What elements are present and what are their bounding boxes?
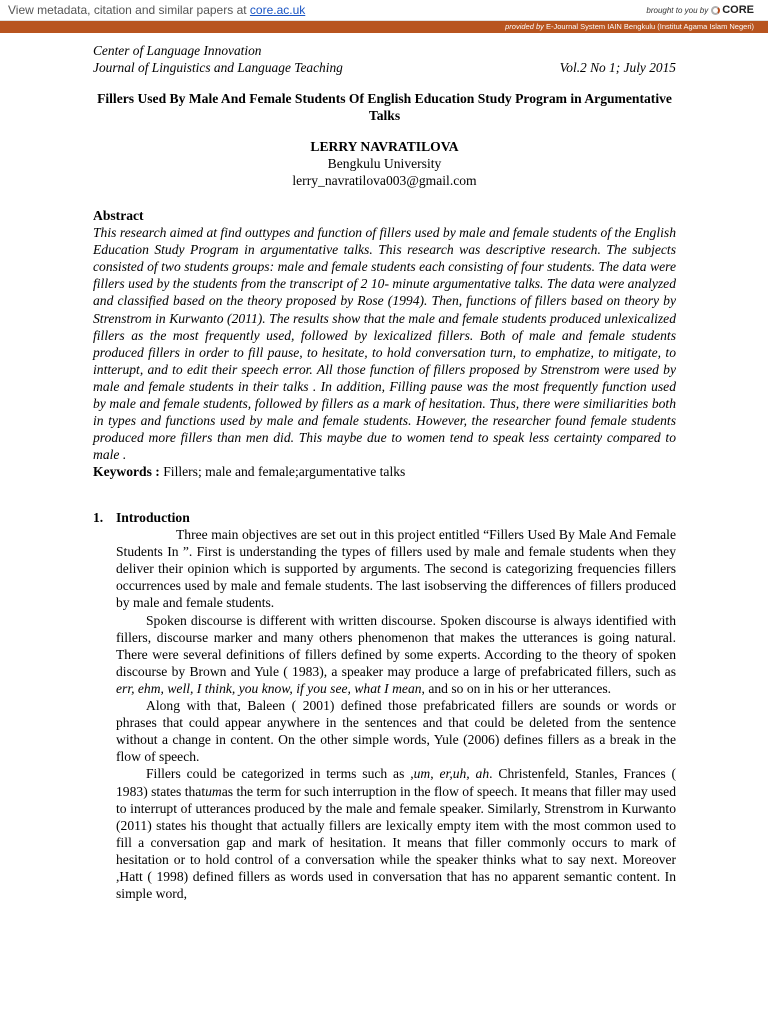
introduction-heading: [93, 509, 676, 526]
core-link[interactable]: core.ac.uk: [249, 3, 306, 17]
author-email: lerry_navratilova003@gmail.com: [292, 173, 477, 188]
introduction-section: [93, 509, 676, 902]
provided-by-text[interactable]: [505, 21, 754, 33]
intro-paragraph-4: Fillers could be categorized in terms such as ,um, er,uh, ah. Christenfeld, Stanles, Frances ( 1983) states thatumas the term for such interruption in the flow of speech. It means that filler may used to interrupt of utterances produced by the male and female speaker. Similarly, Strenstrom in Kurwanto (2011) states his thought that actually fillers are lexically empty item with the most common used to fill a conversation gap and mark of hesitation. It means that filler commonly occurs to mark of hesitation or to hold control of a conversation while the speaker thinks what to say next. Moreover ,Hatt ( 1998) defined fillers as words used in conversation that has no apparent semantic content. In simple word,: [116, 766, 677, 902]
provided-by-bar: [0, 21, 768, 33]
journal-header: [93, 42, 676, 76]
intro-paragraph-2: Spoken discourse is different with written discourse. Spoken discourse is always identified with fillers, discourse marker and many others phenomenon that makes the utterances is going natural. There were several definitions of fillers defined by some experts. According to the theory of spoken discourse by Brown and Yule ( 1983), a speaker may produce a large of prefabricated fillers, such as err, ehm, well, I think, you know, if you see, what I mean, and so on in his or her utterances.: [116, 612, 676, 696]
provided-by-label: provided by: [505, 22, 544, 31]
provided-by-source: E-Journal System IAIN Bengkulu (Institut Agama Islam Negeri): [545, 22, 754, 31]
core-logo[interactable]: [711, 4, 754, 16]
journal-name: Journal of Linguistics and Language Teaching: [93, 60, 343, 75]
abstract-heading: Abstract: [93, 208, 144, 223]
author-name: LERRY NAVRATILOVA: [310, 139, 459, 154]
author-affiliation: Bengkulu University: [327, 156, 442, 171]
keywords-label: Keywords :: [93, 464, 160, 480]
intro-paragraph-3: Along with that, Baleen ( 2001) defined those prefabricated fillers are sounds or words or phrases that could appear anywhere in the sentences and that could be deleted from the sentence without a change in content. On the other simple words, Yule (2006) defines fillers as a break in the flow of speech.: [116, 698, 676, 765]
intro-paragraph-1: Three main objectives are set out in this project entitled “Fillers Used By Male And Female Students In ”. First is understanding the types of fillers used by male and female students when they deliver their opinion which is supported by arguments. The second is categorizing frequencies fillers occurrences used by male and female students. The last isobserving the differences of fillers produced by male and female students.: [116, 527, 676, 611]
core-banner: [0, 0, 768, 21]
center-name: Center of Language Innovation: [93, 43, 262, 58]
abstract-section: [93, 207, 676, 481]
abstract-body: This research aimed at find outtypes and function of fillers used by male and female students of the English Education Study Program in argumentative talks. This research was descriptive research. The subjects consisted of two students groups: male and female students each consisting of four students. The data were fillers used by the students from the transcript of 2 10- minute argumentative talks. The data were analyzed and classified based on the theory proposed by Rose (1994). Then, functions of fillers based on theory by Strenstrom in Kurwanto (2011). The results show that the male and female students produced unlexicalized fillers as the most frequently used, followed by lexicalized fillers. Both of male and female students produced fillers in order to fill pause, to hesitate, to hold conversation turn, to emphatize, to mitigate, to intterupt, and to edit their speech error. All those function of fillers proposed by Strenstrom were used by male and female students in their talks . In addition, Filling pause was the most frequently function used by male and female students, followed by fillers as a mark of hesitation. Thus, there were similiarities both in types and functions used by male and female students. However, the researcher found female students produced more fillers than men did. This maybe due to women tend to speak less certainty compared to male .: [93, 225, 676, 463]
core-logo-text: CORE: [722, 4, 754, 16]
view-metadata-text: [8, 3, 305, 17]
view-metadata-label: View metadata, citation and similar papers at: [8, 3, 247, 17]
section-number: 1.: [93, 510, 104, 525]
keywords: [93, 463, 676, 480]
brought-by-label: brought to you by: [646, 5, 709, 15]
paper-title: Fillers Used By Male And Female Students Of English Education Study Program in Argumentative Talks: [97, 91, 672, 123]
brought-by[interactable]: [646, 4, 754, 16]
section-title: Introduction: [116, 510, 190, 525]
volume-info: Vol.2 No 1; July 2015: [559, 60, 676, 75]
keywords-list: Fillers; male and female;argumentative talks: [163, 464, 406, 480]
core-logo-icon: [711, 6, 720, 15]
author-block: [93, 138, 676, 189]
